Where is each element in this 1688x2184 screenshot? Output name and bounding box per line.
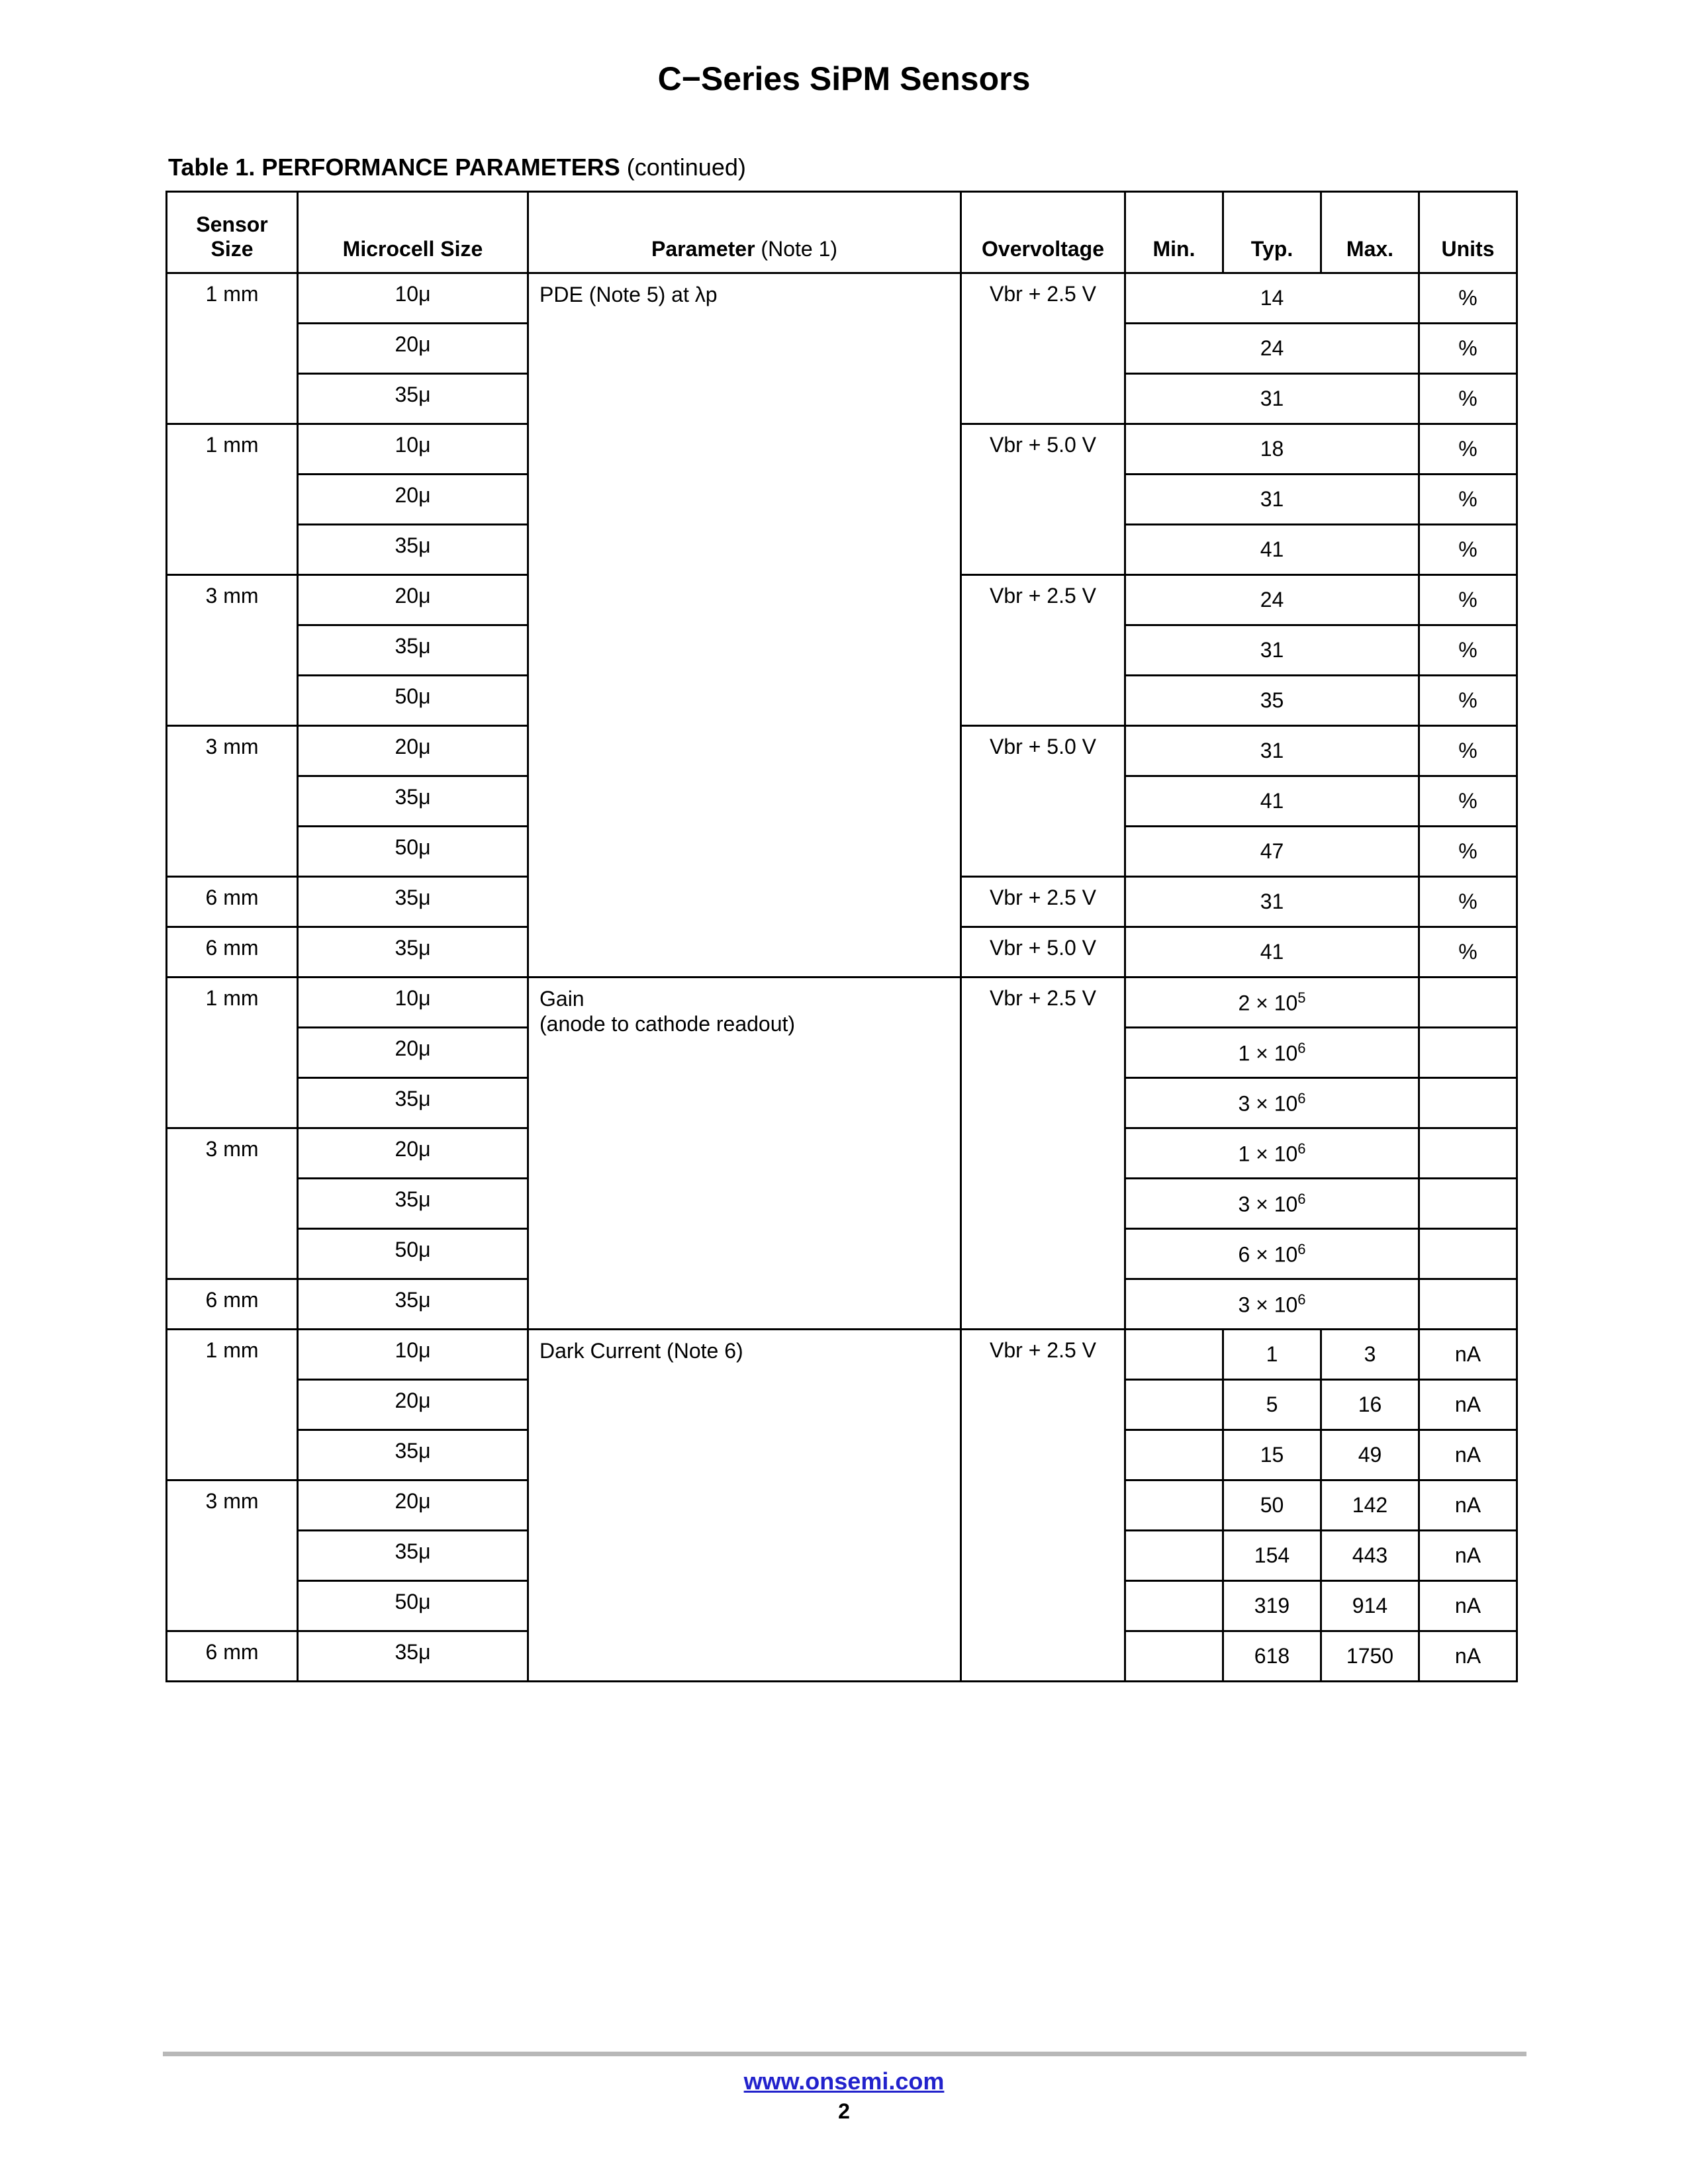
units-cell bbox=[1419, 1229, 1517, 1279]
units-cell bbox=[1419, 1028, 1517, 1078]
microcell-size-cell: 20μ bbox=[298, 324, 528, 374]
parameter-pde: PDE (Note 5) at λp bbox=[528, 273, 961, 978]
gain-exp: 6 bbox=[1297, 1291, 1306, 1308]
microcell-size-cell: 35μ bbox=[298, 1078, 528, 1128]
table-row bbox=[167, 978, 1517, 1028]
min-cell bbox=[1125, 1380, 1223, 1430]
gain-mantissa: 3 bbox=[1238, 1192, 1250, 1216]
units-cell: % bbox=[1419, 525, 1517, 575]
max-cell: 914 bbox=[1321, 1581, 1419, 1631]
table-row bbox=[167, 1330, 1517, 1380]
microcell-size-cell: 50μ bbox=[298, 676, 528, 726]
min-cell bbox=[1125, 1480, 1223, 1531]
units-cell: % bbox=[1419, 927, 1517, 978]
microcell-size-cell: 20μ bbox=[298, 575, 528, 625]
microcell-size-cell: 20μ bbox=[298, 1380, 528, 1430]
sensor-size-cell: 6 mm bbox=[167, 877, 298, 927]
gain-base: 10 bbox=[1274, 1041, 1298, 1066]
microcell-size-cell: 20μ bbox=[298, 475, 528, 525]
microcell-size-cell: 35μ bbox=[298, 927, 528, 978]
overvoltage-cell: Vbr + 2.5 V bbox=[961, 575, 1125, 726]
units-cell: % bbox=[1419, 827, 1517, 877]
gain-base: 10 bbox=[1274, 991, 1298, 1015]
microcell-size-cell: 10μ bbox=[298, 273, 528, 324]
parameter-gain-label: Gain bbox=[539, 987, 585, 1011]
sensor-size-cell: 6 mm bbox=[167, 1279, 298, 1330]
microcell-size-cell: 20μ bbox=[298, 726, 528, 776]
gain-times: × bbox=[1256, 1192, 1268, 1216]
min-cell bbox=[1125, 1430, 1223, 1480]
typ-cell: 319 bbox=[1223, 1581, 1321, 1631]
microcell-size-cell: 35μ bbox=[298, 776, 528, 827]
overvoltage-cell: Vbr + 2.5 V bbox=[961, 877, 1125, 927]
microcell-size-cell: 50μ bbox=[298, 1581, 528, 1631]
gain-value-cell bbox=[1125, 978, 1419, 1028]
microcell-size-cell: 35μ bbox=[298, 1279, 528, 1330]
value-cell: 41 bbox=[1125, 927, 1419, 978]
units-cell: % bbox=[1419, 273, 1517, 324]
units-cell: nA bbox=[1419, 1330, 1517, 1380]
sensor-size-cell: 3 mm bbox=[167, 1480, 298, 1631]
value-cell: 31 bbox=[1125, 374, 1419, 424]
gain-mantissa: 3 bbox=[1238, 1293, 1250, 1317]
units-cell bbox=[1419, 1128, 1517, 1179]
gain-times: × bbox=[1256, 1041, 1268, 1066]
units-cell: nA bbox=[1419, 1380, 1517, 1430]
table-header-row bbox=[167, 192, 1517, 273]
value-cell: 31 bbox=[1125, 475, 1419, 525]
performance-table bbox=[165, 191, 1518, 1682]
value-cell: 24 bbox=[1125, 575, 1419, 625]
table-row bbox=[167, 273, 1517, 324]
max-cell: 49 bbox=[1321, 1430, 1419, 1480]
table-body bbox=[167, 273, 1517, 1682]
typ-cell: 50 bbox=[1223, 1480, 1321, 1531]
parameter-dark-current: Dark Current (Note 6) bbox=[528, 1330, 961, 1682]
page-title: C−Series SiPM Sensors bbox=[657, 60, 1031, 97]
header-parameter: Parameter (Note 1) bbox=[528, 192, 961, 273]
value-cell: 41 bbox=[1125, 776, 1419, 827]
max-cell: 142 bbox=[1321, 1480, 1419, 1531]
units-cell: nA bbox=[1419, 1531, 1517, 1581]
gain-base: 10 bbox=[1274, 1091, 1298, 1116]
parameter-gain-sublabel: (anode to cathode readout) bbox=[539, 1012, 796, 1036]
sensor-size-cell: 3 mm bbox=[167, 726, 298, 877]
gain-exp: 5 bbox=[1297, 989, 1306, 1006]
header-typ: Typ. bbox=[1223, 192, 1321, 273]
microcell-size-cell: 35μ bbox=[298, 1531, 528, 1581]
units-cell bbox=[1419, 1279, 1517, 1330]
microcell-size-cell: 20μ bbox=[298, 1128, 528, 1179]
units-cell: % bbox=[1419, 324, 1517, 374]
value-cell: 35 bbox=[1125, 676, 1419, 726]
units-cell: % bbox=[1419, 726, 1517, 776]
value-cell: 41 bbox=[1125, 525, 1419, 575]
max-cell: 443 bbox=[1321, 1531, 1419, 1581]
parameter-gain bbox=[528, 978, 961, 1330]
overvoltage-cell: Vbr + 5.0 V bbox=[961, 726, 1125, 877]
value-cell: 24 bbox=[1125, 324, 1419, 374]
gain-exp: 6 bbox=[1297, 1240, 1306, 1257]
value-cell: 31 bbox=[1125, 625, 1419, 676]
table-caption bbox=[168, 154, 746, 181]
overvoltage-cell: Vbr + 2.5 V bbox=[961, 273, 1125, 424]
microcell-size-cell: 50μ bbox=[298, 827, 528, 877]
microcell-size-cell: 35μ bbox=[298, 1631, 528, 1682]
gain-value-cell bbox=[1125, 1078, 1419, 1128]
gain-times: × bbox=[1256, 991, 1268, 1015]
microcell-size-cell: 35μ bbox=[298, 625, 528, 676]
gain-mantissa: 2 bbox=[1238, 991, 1250, 1015]
gain-mantissa: 1 bbox=[1238, 1041, 1250, 1066]
overvoltage-cell: Vbr + 5.0 V bbox=[961, 424, 1125, 575]
header-max: Max. bbox=[1321, 192, 1419, 273]
typ-cell: 5 bbox=[1223, 1380, 1321, 1430]
value-cell: 14 bbox=[1125, 273, 1419, 324]
gain-exp: 6 bbox=[1297, 1089, 1306, 1107]
units-cell: nA bbox=[1419, 1480, 1517, 1531]
gain-exp: 6 bbox=[1297, 1140, 1306, 1157]
microcell-size-cell: 10μ bbox=[298, 1330, 528, 1380]
sensor-size-cell: 3 mm bbox=[167, 1128, 298, 1279]
gain-times: × bbox=[1256, 1293, 1268, 1317]
sensor-size-cell: 1 mm bbox=[167, 424, 298, 575]
gain-base: 10 bbox=[1274, 1242, 1298, 1267]
units-cell: % bbox=[1419, 877, 1517, 927]
units-cell: nA bbox=[1419, 1581, 1517, 1631]
gain-value-cell bbox=[1125, 1179, 1419, 1229]
gain-value-cell bbox=[1125, 1128, 1419, 1179]
units-cell: % bbox=[1419, 424, 1517, 475]
units-cell: % bbox=[1419, 776, 1517, 827]
header-microcell-size: Microcell Size bbox=[298, 192, 528, 273]
units-cell bbox=[1419, 1179, 1517, 1229]
gain-value-cell bbox=[1125, 1229, 1419, 1279]
max-cell: 16 bbox=[1321, 1380, 1419, 1430]
units-cell: % bbox=[1419, 475, 1517, 525]
max-cell: 1750 bbox=[1321, 1631, 1419, 1682]
table-caption-suffix: (continued) bbox=[626, 154, 746, 181]
units-cell: % bbox=[1419, 676, 1517, 726]
microcell-size-cell: 35μ bbox=[298, 1430, 528, 1480]
gain-times: × bbox=[1256, 1091, 1268, 1116]
sensor-size-cell: 6 mm bbox=[167, 1631, 298, 1682]
min-cell bbox=[1125, 1531, 1223, 1581]
units-cell: nA bbox=[1419, 1430, 1517, 1480]
value-cell: 31 bbox=[1125, 726, 1419, 776]
header-units: Units bbox=[1419, 192, 1517, 273]
footer-divider bbox=[163, 2052, 1526, 2056]
min-cell bbox=[1125, 1631, 1223, 1682]
gain-value-cell bbox=[1125, 1028, 1419, 1078]
gain-base: 10 bbox=[1274, 1192, 1298, 1216]
overvoltage-cell: Vbr + 2.5 V bbox=[961, 978, 1125, 1330]
value-cell: 47 bbox=[1125, 827, 1419, 877]
units-cell: nA bbox=[1419, 1631, 1517, 1682]
gain-times: × bbox=[1256, 1142, 1268, 1166]
header-overvoltage: Overvoltage bbox=[961, 192, 1125, 273]
value-cell: 18 bbox=[1125, 424, 1419, 475]
sensor-size-cell: 3 mm bbox=[167, 575, 298, 726]
min-cell bbox=[1125, 1330, 1223, 1380]
microcell-size-cell: 35μ bbox=[298, 525, 528, 575]
gain-exp: 6 bbox=[1297, 1039, 1306, 1056]
sensor-size-cell: 1 mm bbox=[167, 1330, 298, 1480]
typ-cell: 1 bbox=[1223, 1330, 1321, 1380]
gain-mantissa: 6 bbox=[1238, 1242, 1250, 1267]
units-cell: % bbox=[1419, 374, 1517, 424]
sensor-size-cell: 1 mm bbox=[167, 978, 298, 1128]
units-cell: % bbox=[1419, 625, 1517, 676]
value-cell: 31 bbox=[1125, 877, 1419, 927]
units-cell bbox=[1419, 978, 1517, 1028]
sensor-size-cell: 6 mm bbox=[167, 927, 298, 978]
microcell-size-cell: 35μ bbox=[298, 1179, 528, 1229]
typ-cell: 154 bbox=[1223, 1531, 1321, 1581]
sensor-size-cell: 1 mm bbox=[167, 273, 298, 424]
gain-exp: 6 bbox=[1297, 1190, 1306, 1207]
microcell-size-cell: 10μ bbox=[298, 978, 528, 1028]
typ-cell: 618 bbox=[1223, 1631, 1321, 1682]
gain-value-cell bbox=[1125, 1279, 1419, 1330]
microcell-size-cell: 10μ bbox=[298, 424, 528, 475]
gain-mantissa: 1 bbox=[1238, 1142, 1250, 1166]
gain-times: × bbox=[1256, 1242, 1268, 1267]
microcell-size-cell: 35μ bbox=[298, 877, 528, 927]
overvoltage-cell: Vbr + 2.5 V bbox=[961, 1330, 1125, 1682]
min-cell bbox=[1125, 1581, 1223, 1631]
microcell-size-cell: 35μ bbox=[298, 374, 528, 424]
max-cell: 3 bbox=[1321, 1330, 1419, 1380]
typ-cell: 15 bbox=[1223, 1430, 1321, 1480]
page-number: 2 bbox=[838, 2099, 850, 2123]
microcell-size-cell: 50μ bbox=[298, 1229, 528, 1279]
header-min: Min. bbox=[1125, 192, 1223, 273]
header-sensor-size: Sensor Size bbox=[167, 192, 298, 273]
microcell-size-cell: 20μ bbox=[298, 1480, 528, 1531]
overvoltage-cell: Vbr + 5.0 V bbox=[961, 927, 1125, 978]
gain-base: 10 bbox=[1274, 1142, 1298, 1166]
microcell-size-cell: 20μ bbox=[298, 1028, 528, 1078]
table-caption-title: Table 1. PERFORMANCE PARAMETERS bbox=[168, 154, 620, 181]
gain-base: 10 bbox=[1274, 1293, 1298, 1317]
units-cell: % bbox=[1419, 575, 1517, 625]
gain-mantissa: 3 bbox=[1238, 1091, 1250, 1116]
units-cell bbox=[1419, 1078, 1517, 1128]
footer-website-link[interactable]: www.onsemi.com bbox=[743, 2068, 945, 2095]
